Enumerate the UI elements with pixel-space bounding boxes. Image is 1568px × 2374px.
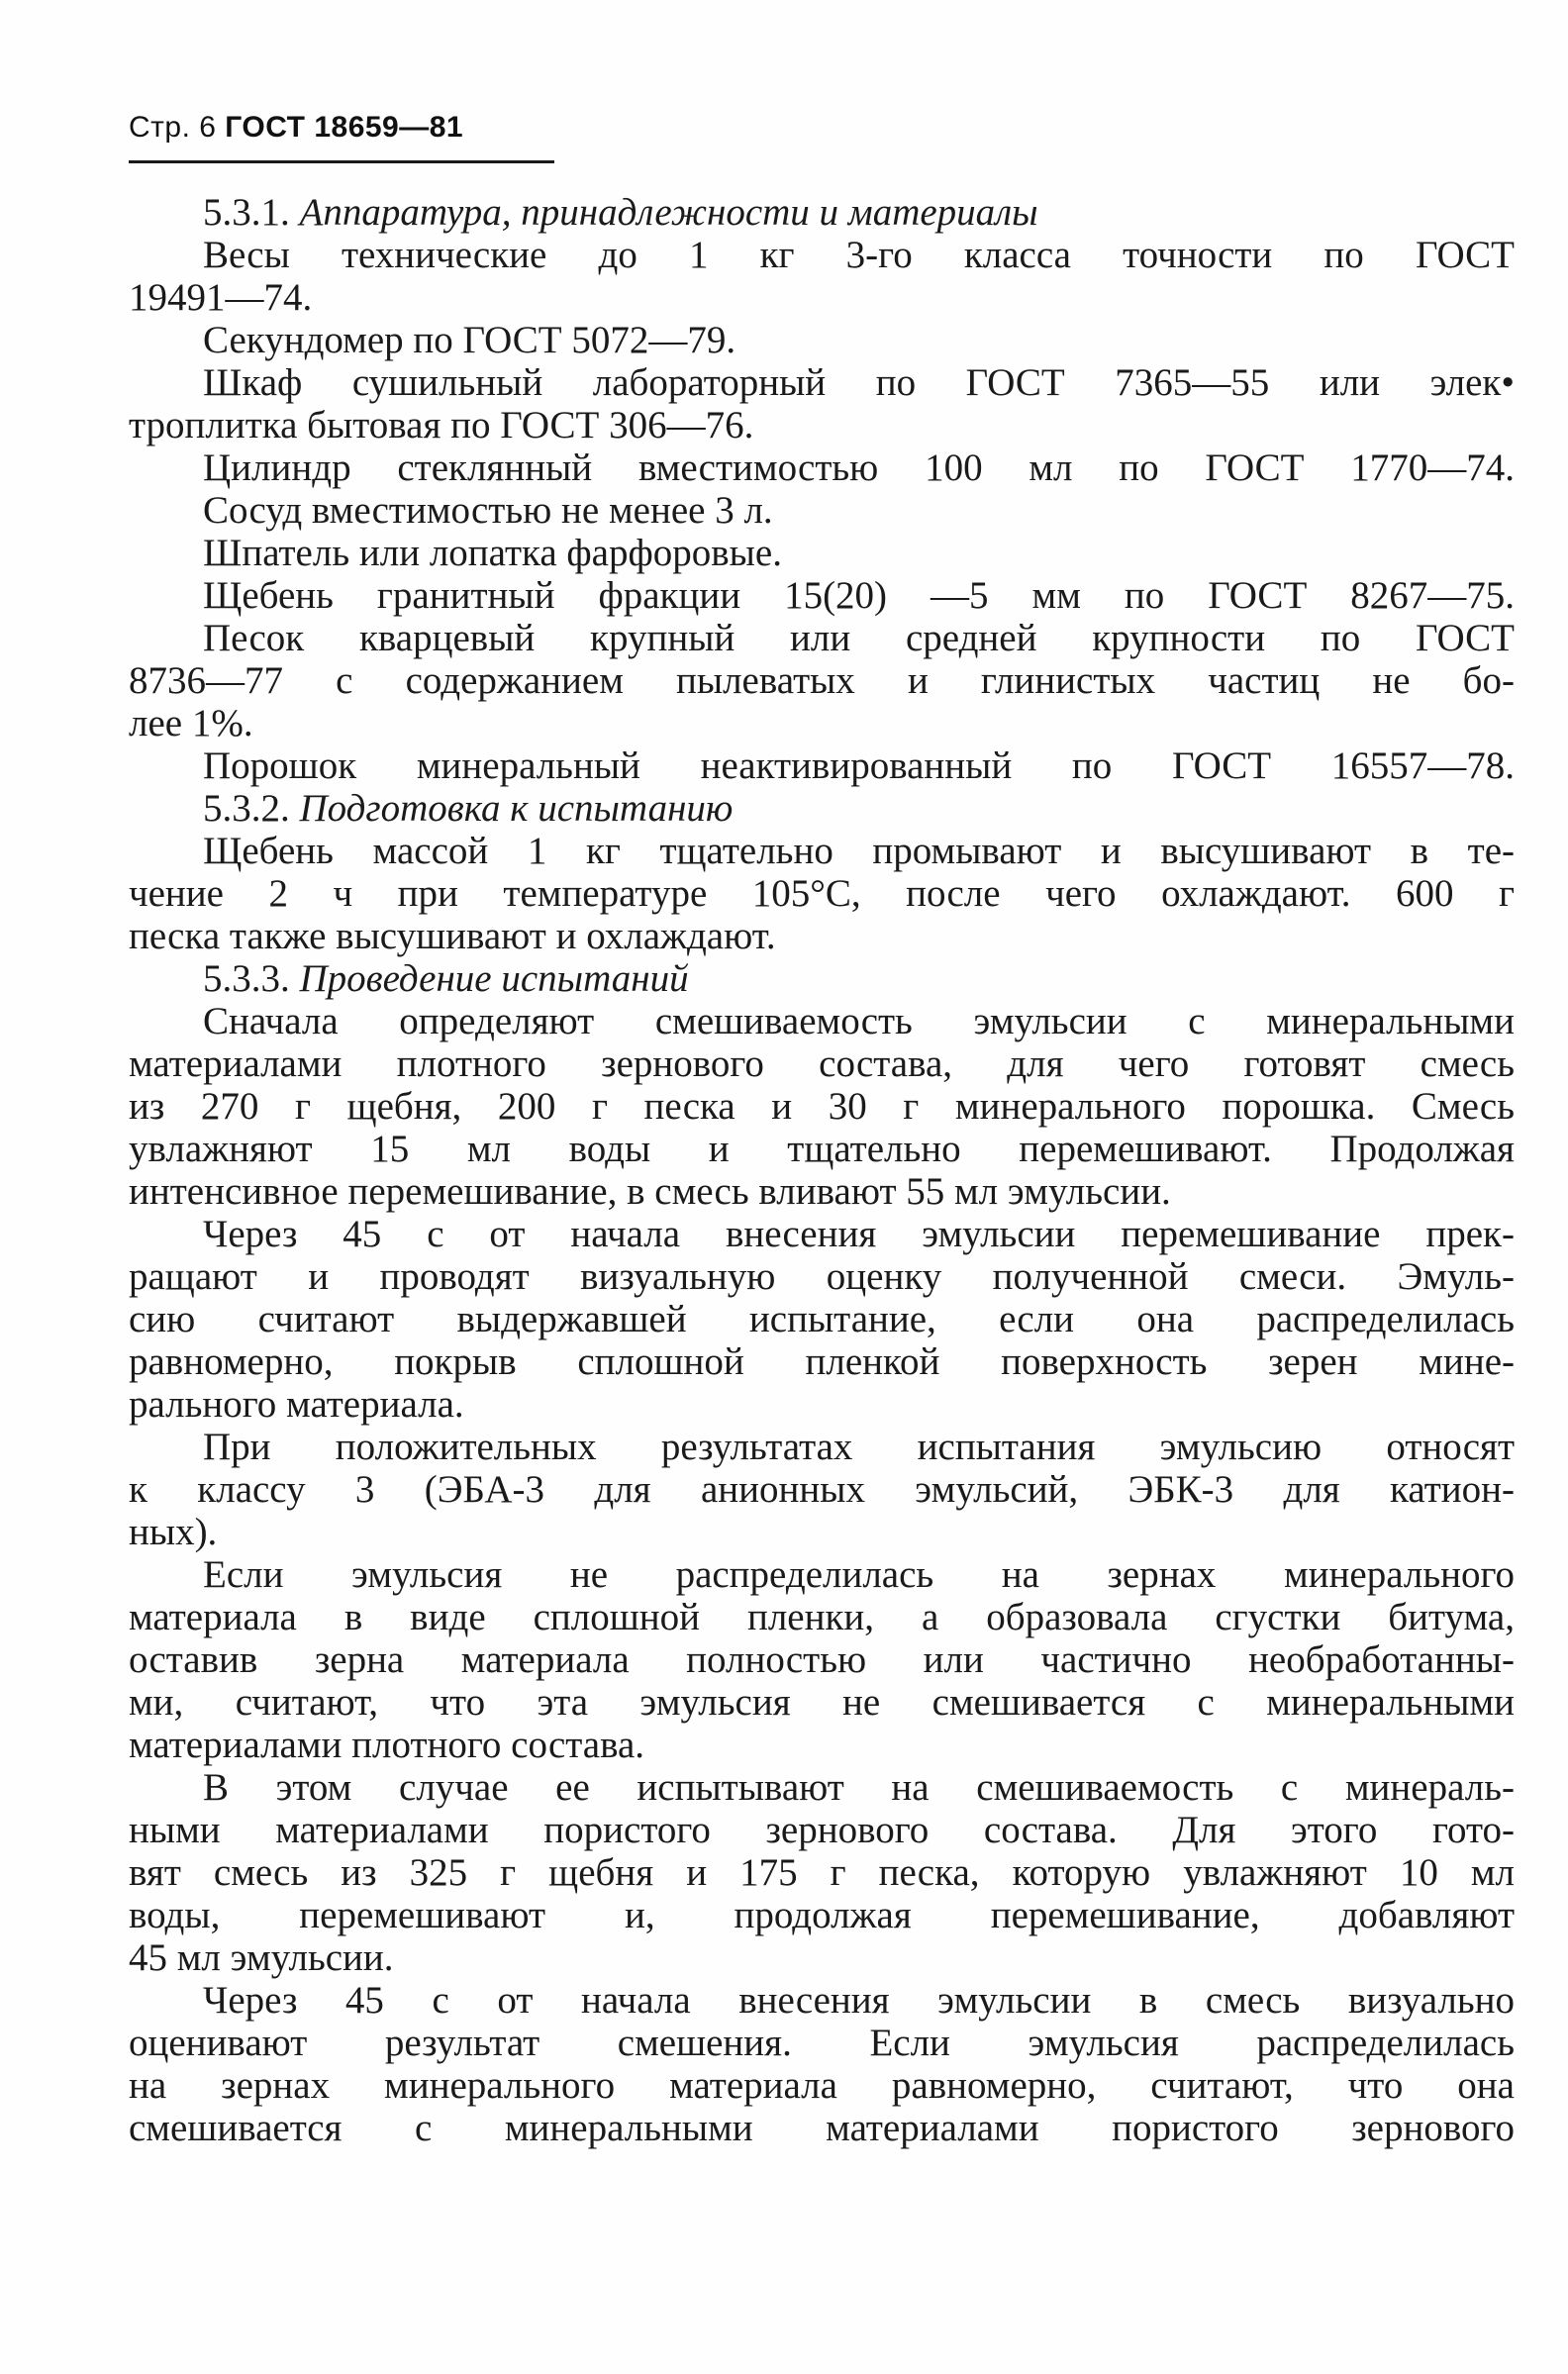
text-line: Шпатель или лопатка фарфоровые. [203,532,782,574]
text-line: сию считают выдержавшей испытание, если она распределилась [129,1298,1515,1340]
text-line: Через 45 с от начала внесения эмульсии перемешивание прек- [203,1213,1515,1255]
text-line: Через 45 с от начала внесения эмульсии в смесь визуально [203,1979,1515,2022]
section-number: 5.3.1. [203,191,290,234]
text-line: ных). [129,1511,218,1553]
text-line: материалами плотного состава. [129,1724,645,1766]
text-line: интенсивное перемешивание, в смесь вливают 55 мл эмульсии. [129,1170,1171,1213]
section-title: Аппаратура, принадлежности и материалы [299,191,1038,234]
section-heading [203,787,1515,831]
page-number: Стр. 6 [129,111,217,144]
standard-code: ГОСТ 18659—81 [225,111,464,144]
text-line: воды, перемешивают и, продолжая перемешивание, добавляют [129,1894,1515,1936]
text-line: оставив зерна материала полностью или частично необработанны- [129,1638,1515,1681]
text-line: ными материалами пористого зернового состава. Для этого гото- [129,1809,1515,1851]
section-title: Подготовка к испытанию [299,787,734,830]
text-line: материалами плотного зернового состава, для чего готовят смесь [129,1042,1515,1085]
text-line: Шкаф сушильный лабораторный по ГОСТ 7365—55 или элек• [203,361,1515,404]
section-number: 5.3.2. [203,787,290,830]
text-line: Секундомер по ГОСТ 5072—79. [203,319,736,361]
text-line: равномерно, покрыв сплошной пленкой поверхность зерен мине- [129,1340,1515,1383]
text-line: рального материала. [129,1383,464,1426]
text-line: троплитка бытовая по ГОСТ 306—76. [129,404,754,446]
text-line: 19491—74. [129,276,313,319]
text-line: ми, считают, что эта эмульсия не смешивается с минеральными [129,1681,1515,1724]
text-line: Весы технические до 1 кг 3-го класса точности по ГОСТ [203,234,1515,276]
text-line: песка также высушивают и охлаждают. [129,915,776,957]
section-title: Проведение испытаний [299,957,689,1000]
text-line: материала в виде сплошной пленки, а образовала сгустки битума, [129,1596,1515,1638]
text-line: к классу 3 (ЭБА-3 для анионных эмульсий, ЭБК-3 для катион- [129,1468,1515,1511]
text-line: чение 2 ч при температуре 105°С, после чего охлаждают. 600 г [129,872,1515,915]
text-line: вят смесь из 325 г щебня и 175 г песка, которую увлажняют 10 мл [129,1851,1515,1894]
text-line: Порошок минеральный неактивированный по ГОСТ 16557—78. [203,744,1515,787]
text-line: Щебень гранитный фракции 15(20) —5 мм по ГОСТ 8267—75. [203,574,1515,617]
text-line: на зернах минерального материала равномерно, считают, что она [129,2064,1515,2107]
text-line: смешивается с минеральными материалами пористого зернового [129,2107,1515,2149]
text-line: из 270 г щебня, 200 г песка и 30 г минерального порошка. Смесь [129,1085,1515,1128]
text-line: В этом случае ее испытывают на смешиваемость с минераль- [203,1766,1515,1809]
header-rule [129,160,554,163]
text-line: 45 мл эмульсии. [129,1936,394,1979]
text-line: лее 1%. [129,702,253,744]
text-line: увлажняют 15 мл воды и тщательно перемешивают. Продолжая [129,1128,1515,1170]
text-line: Цилиндр стеклянный вместимостью 100 мл по ГОСТ 1770—74. [203,446,1515,489]
text-line: Щебень массой 1 кг тщательно промывают и высушивают в те- [203,830,1515,872]
text-line: 8736—77 с содержанием пылеватых и глинистых частиц не бо- [129,659,1515,702]
section-heading [203,957,1515,1001]
text-line: Если эмульсия не распределилась на зернах минерального [203,1553,1515,1596]
text-line: Песок кварцевый крупный или средней крупности по ГОСТ [203,617,1515,659]
section-heading [203,191,1515,235]
text-line: Сначала определяют смешиваемость эмульсии с минеральными [203,1000,1515,1042]
text-line: Сосуд вместимостью не менее 3 л. [203,489,773,532]
page-header [129,111,554,145]
section-number: 5.3.3. [203,957,290,1000]
text-line: ращают и проводят визуальную оценку полученной смеси. Эмуль- [129,1255,1515,1298]
text-line: При положительных результатах испытания эмульсию относят [203,1426,1515,1468]
text-line: оценивают результат смешения. Если эмульсия распределилась [129,2022,1515,2064]
